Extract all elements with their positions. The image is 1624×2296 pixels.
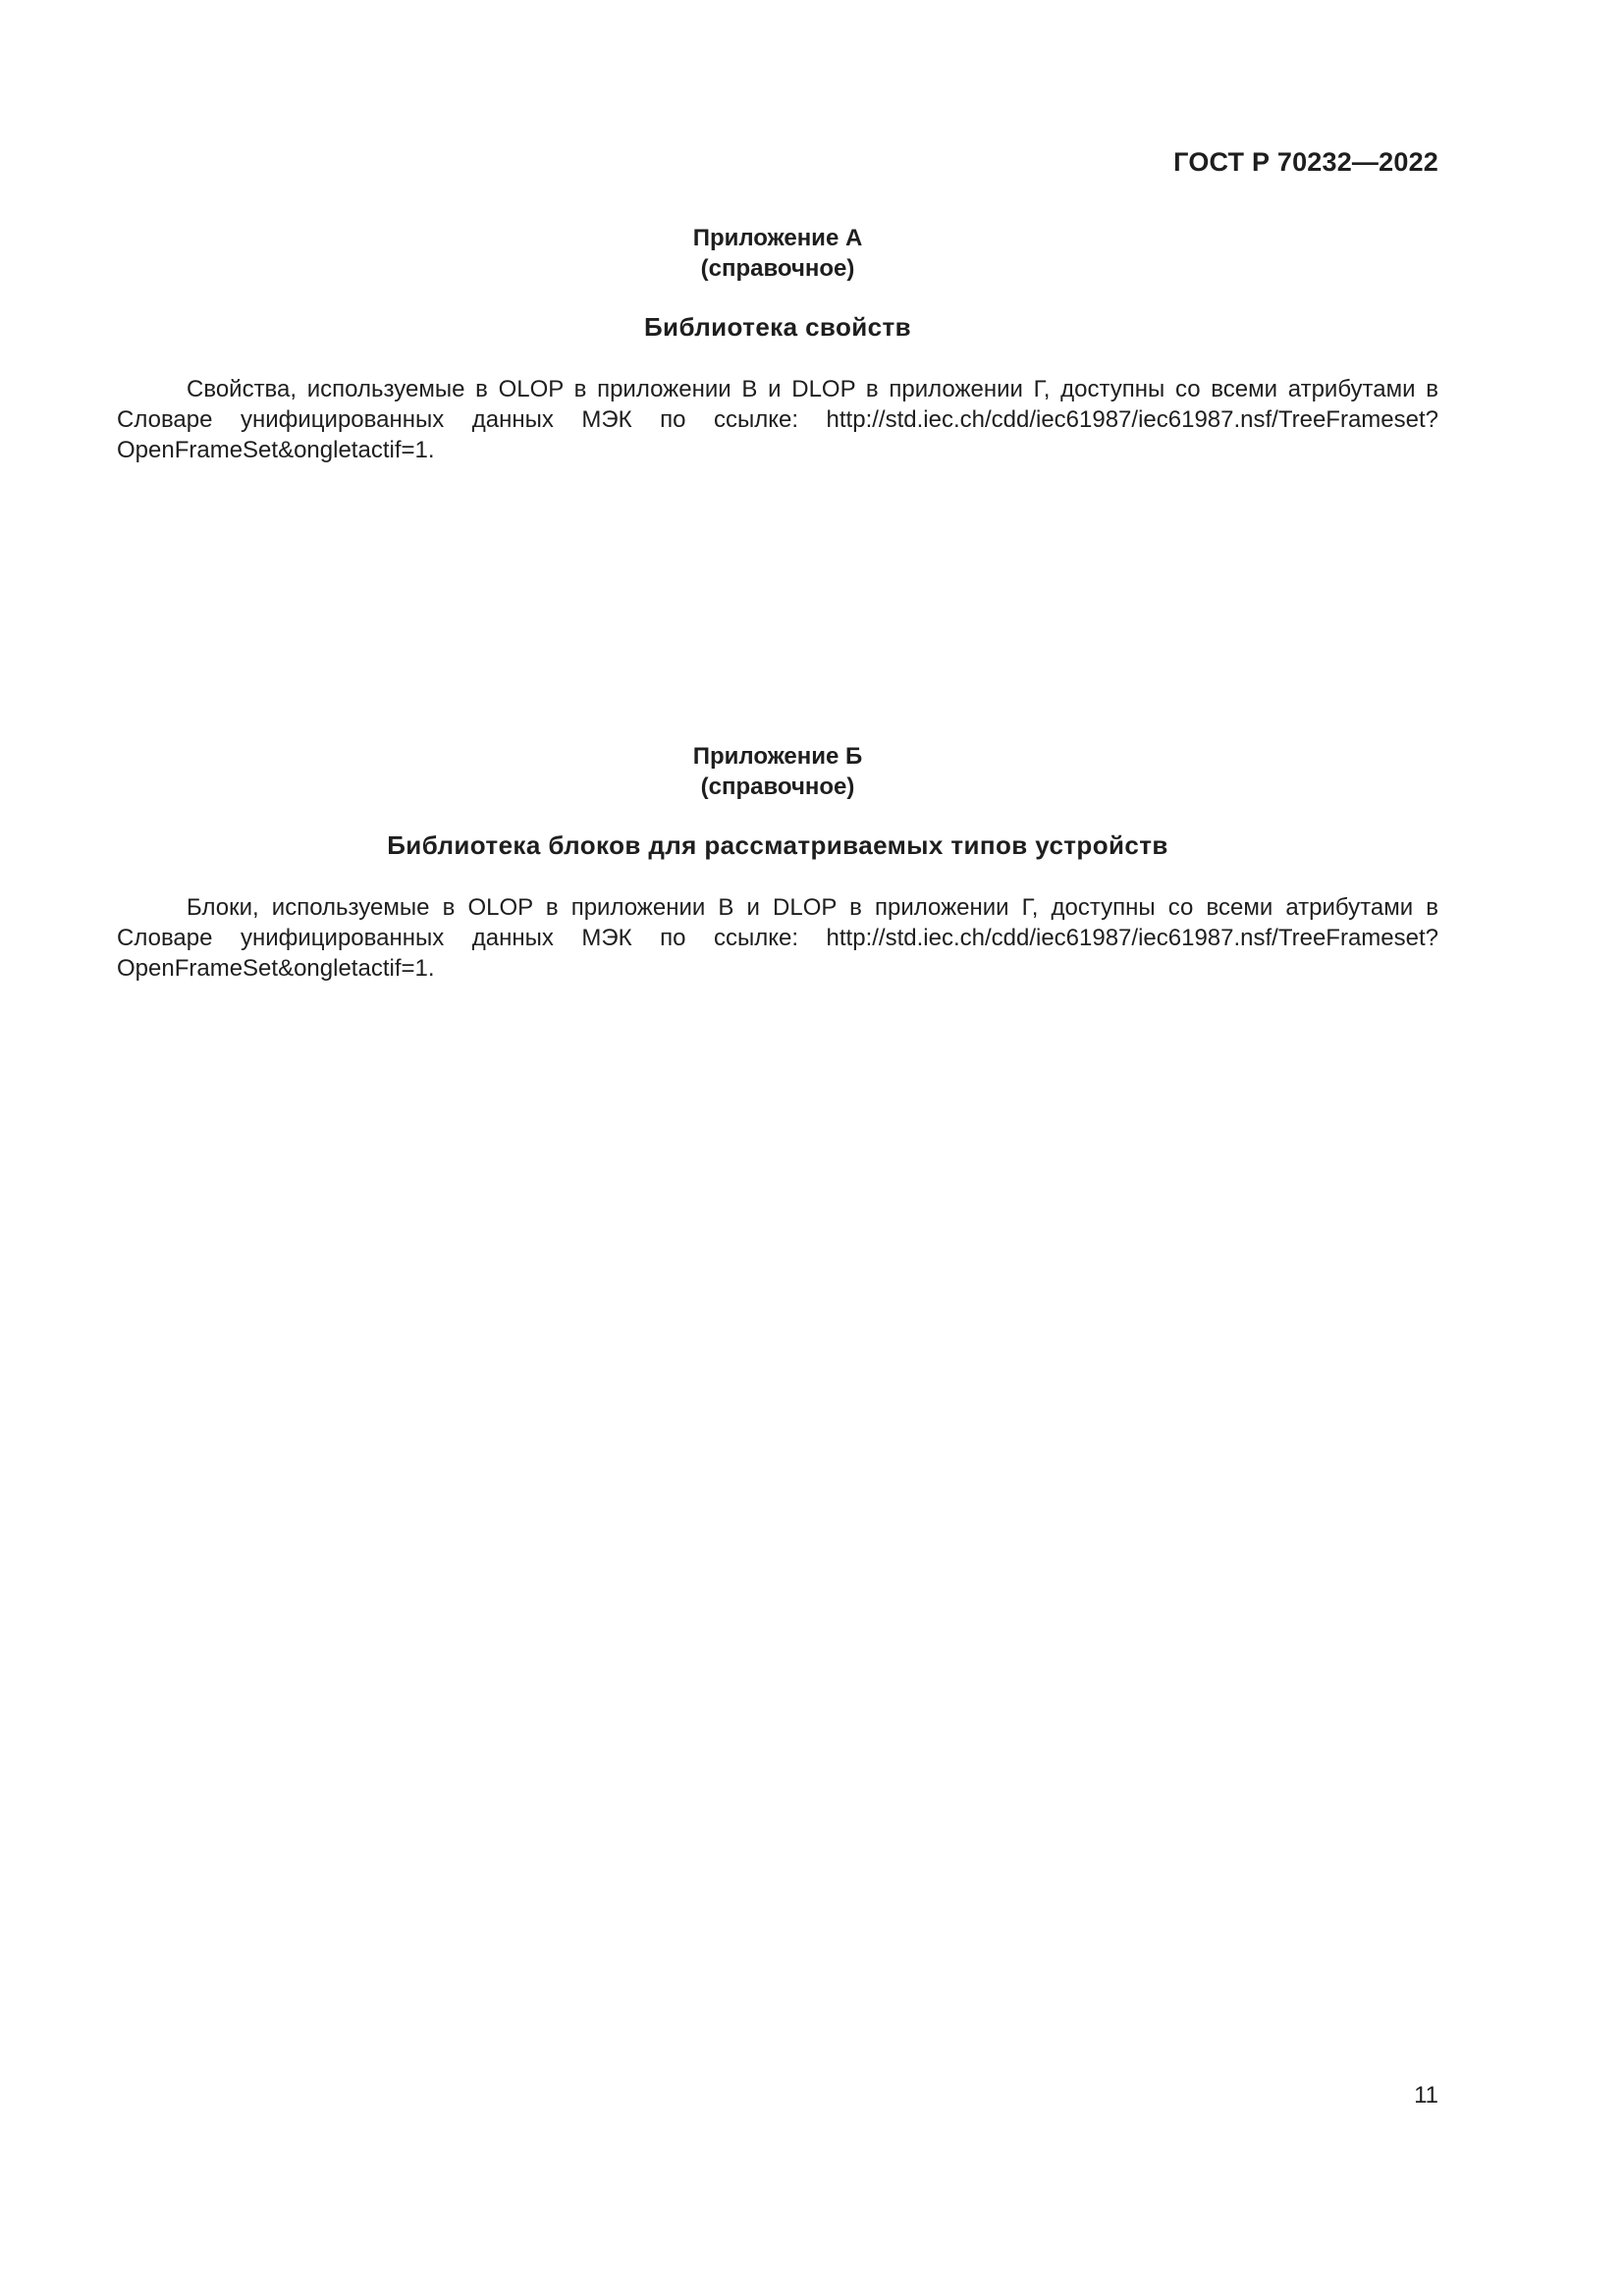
appendix-a-body: Свойства, используемые в OLOP в приложении В и DLOP в приложении Г, доступны со всеми атрибутами в Словаре унифицированных данных МЭК по ссылке: http://std.iec.ch/cdd/iec61987/iec61987.nsf/TreeFrameset?OpenFrameSet&ongletactif=1. [117, 376, 1438, 463]
appendix-b-body: Блоки, используемые в OLOP в приложении В и DLOP в приложении Г, доступны со всеми атрибутами в Словаре унифицированных данных МЭК по ссылке: http://std.iec.ch/cdd/iec61987/iec61987.nsf/TreeFrameset?OpenFrameSet&ongletactif=1. [117, 894, 1438, 982]
appendix-b-note: (справочное) [700, 774, 855, 800]
appendix-b-title: Приложение Б [692, 743, 863, 770]
document-number: ГОСТ Р 70232—2022 [1173, 147, 1438, 177]
appendix-a-title: Приложение А [692, 225, 863, 251]
appendix-b [117, 741, 1438, 1007]
page-number: 11 [1414, 2082, 1438, 2109]
appendix-a [117, 223, 1438, 489]
appendix-a-note: (справочное) [700, 255, 855, 282]
appendix-a-heading: Библиотека свойств [643, 312, 912, 342]
appendix-b-heading: Библиотека блоков для рассматриваемых типов устройств [387, 830, 1168, 860]
